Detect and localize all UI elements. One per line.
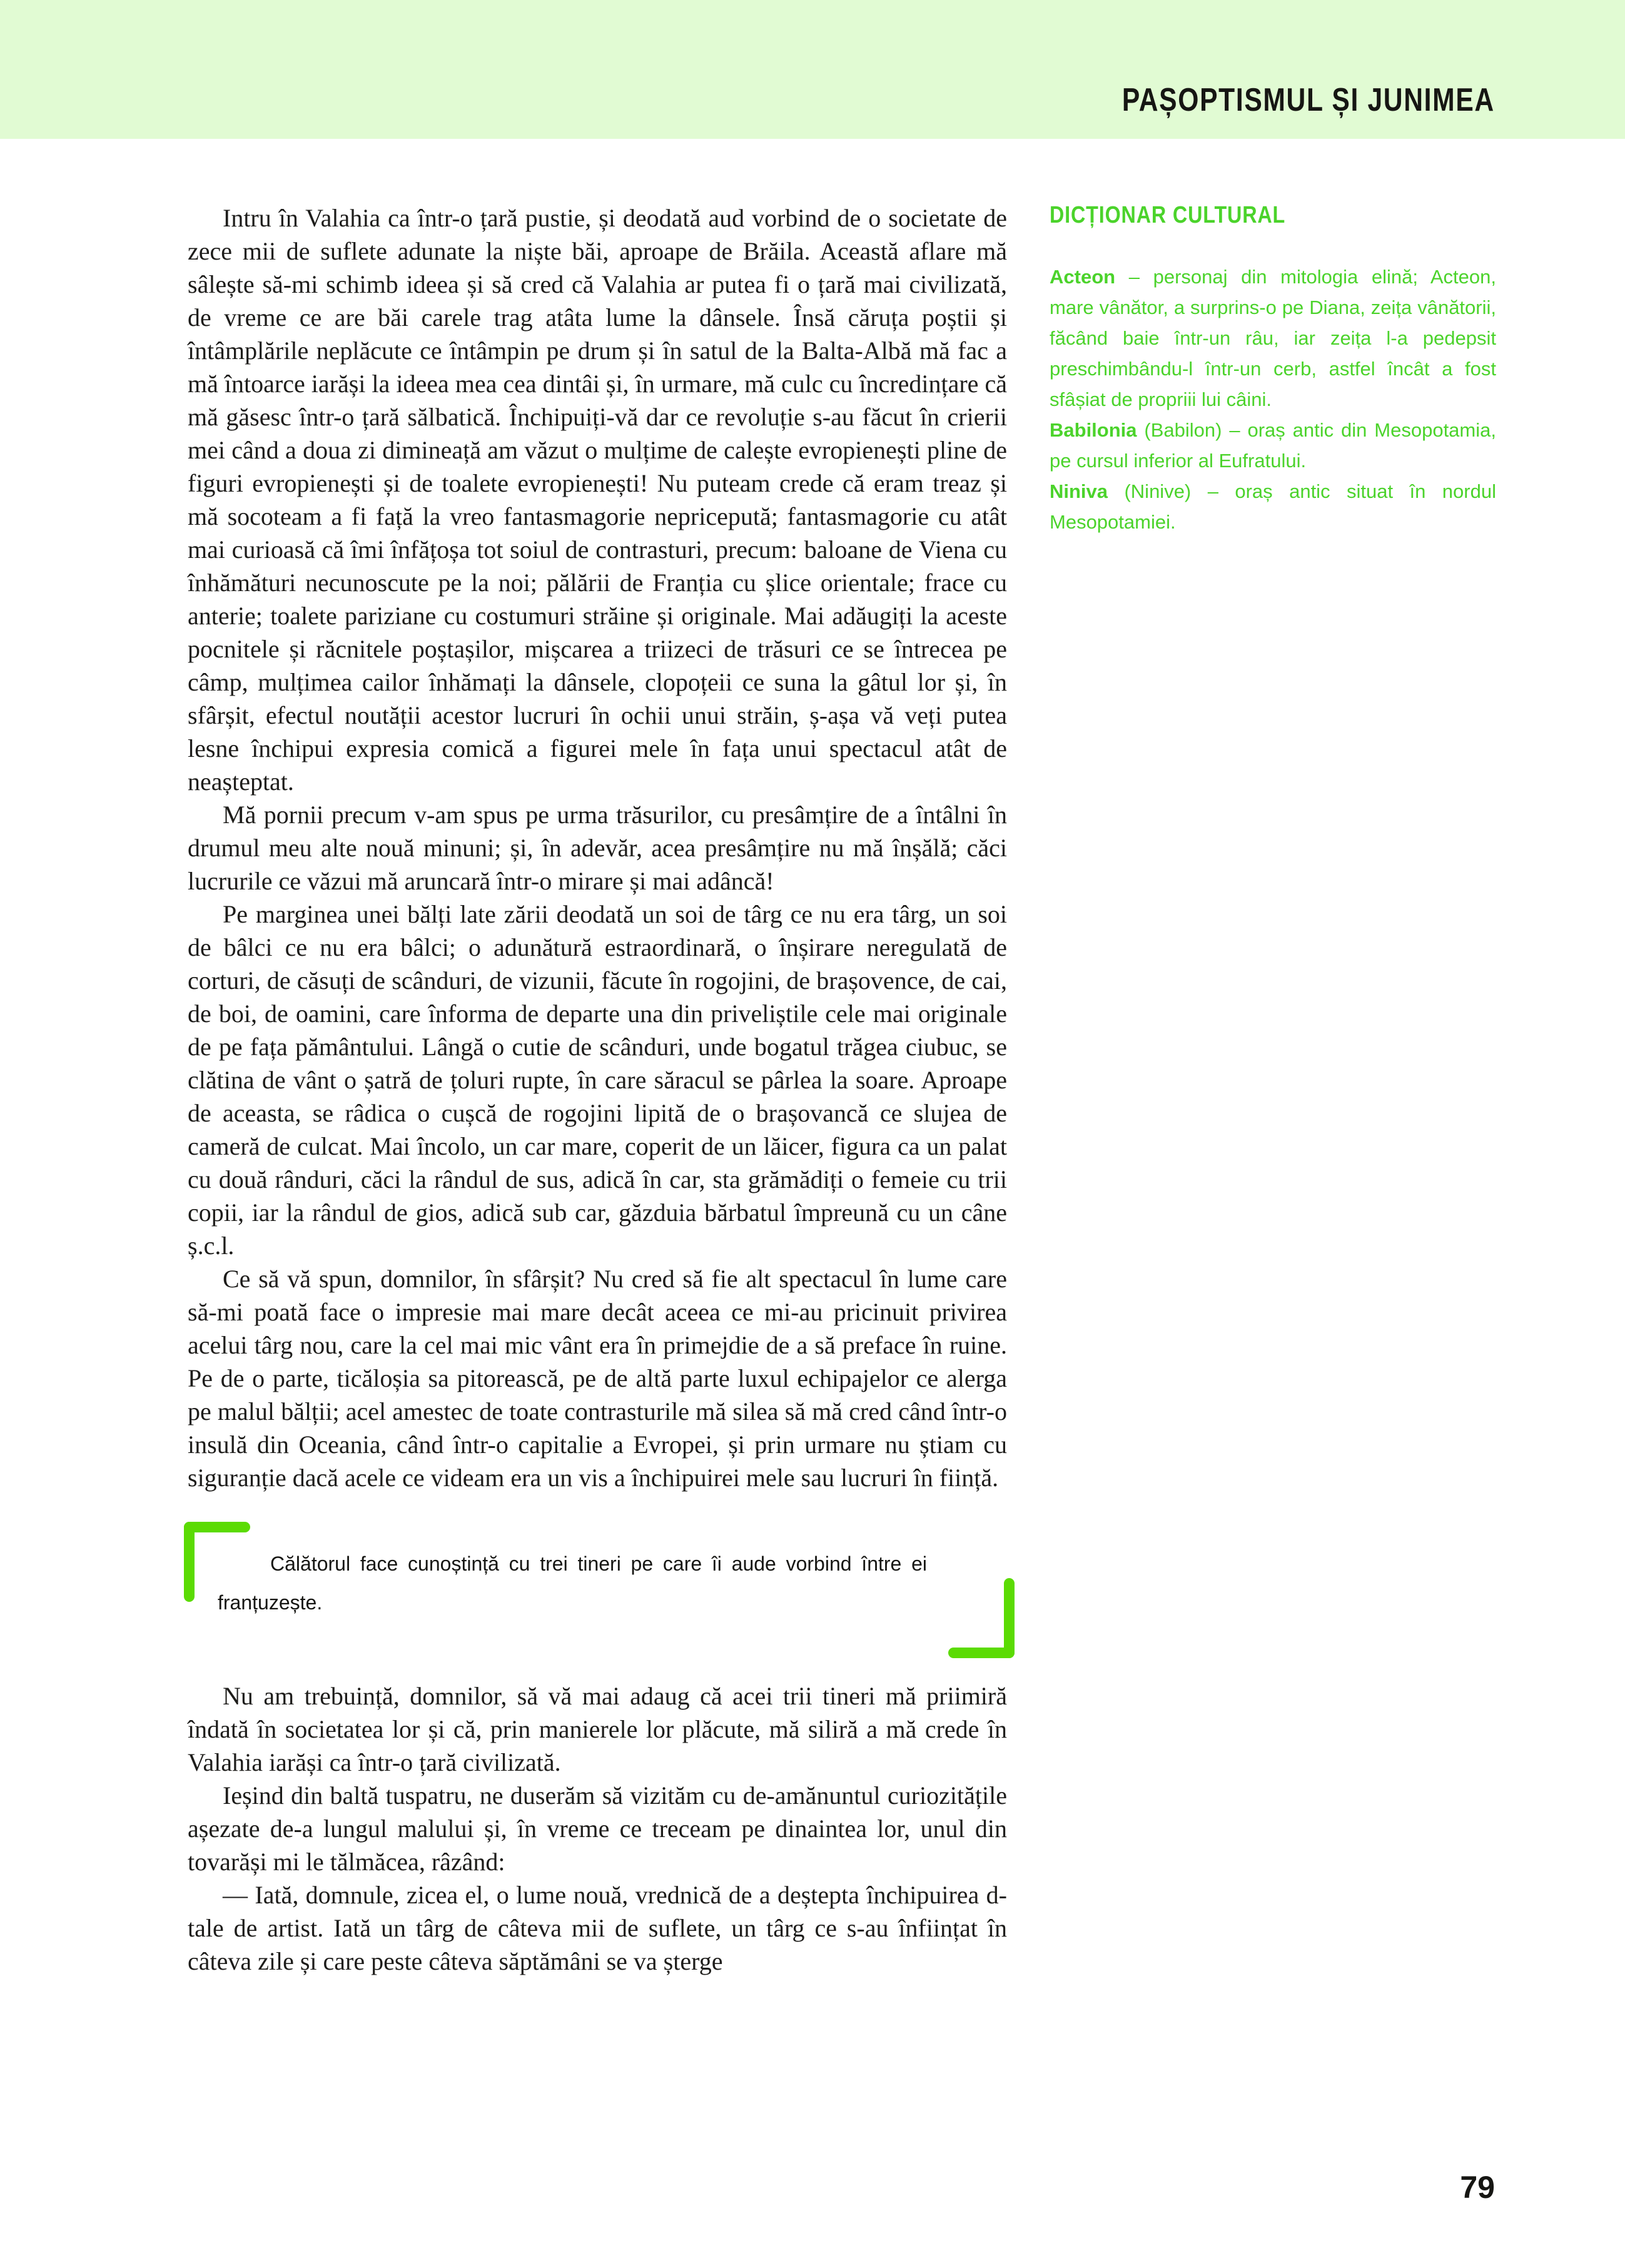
dictionary-entry — [1050, 261, 1496, 415]
body-paragraph: Intru în Valahia ca într-o țară pustie, și deodată aud vorbind de o societate de zece mii de suflete adunate la niște băi, aproape de Brăila. Această aflare mă sâlește să-mi schimb ideea și să cred că Valahia ar putea fi o țară mai civilizată, de vreme ce are băi carele trag atâta lume la dânsele. Însă căruța poștii și întâmplările neplăcute ce întâmpin pe drum și în satul de la Balta-Albă mă fac a mă întoarce iarăși la ideea mea cea dintâi și, în urmare, mă culc cu încredințare că mă găsesc într-o țară sălbatică. Închipuiți-vă dar ce revoluție s-au făcut în crierii mei când a doua zi dimineață am văzut o mulțime de calește evropienești pline de figuri evropienești și de toalete evropienești! Nu puteam crede că eram treaz și mă socoteam a fi față la vreo fantasmagorie nepricepută; fantasmagorie cu atât mai curioasă că îmi înfățoșa tot soiul de contrasturi, precum: baloane de Viena cu înhămături necunoscute pe la noi; pălării de Franția cu șlice orientale; frace cu anterie; toalete pariziane cu costumuri străine și originale. Mai adăugiți la aceste pocnitele și răcnitele poștașilor, mișcarea a triizeci de trăsuri ce se întrecea pe câmp, mulțimea cailor înhămați la dânsele, clopoțeii ce suna la gâtul lor și, în sfârșit, efectul noutății acestor lucruri în ochii unui străin, ș-așa vă veți putea lesne închipui expresia comică a figurei mele în fața unui spectacul atât de neașteptat. — [188, 204, 1007, 796]
chapter-title: PAȘOPTISMUL ȘI JUNIMEA — [1121, 82, 1495, 118]
dictionary-entry — [1050, 476, 1496, 537]
body-paragraph: Pe marginea unei bălți late zării deodată un soi de târg ce nu era târg, un soi de bâlci ce nu era bâlci; o adunătură estraordinară, o înșirare neregulată de corturi, de căsuți de scânduri, de vizunii, făcute în rogojini, de brașovence, de cai, de boi, de oamini, care înforma de departe una din priveliștile cele mai originale de pe fața pământului. Lângă o cutie de scânduri, unde bogatul trăgea ciubuc, se clătina de vânt o șatră de țoluri rupte, în care săracul se pârlea la soare. Aproape de aceasta, se râdica o cușcă de rogojini lipită de o brașovancă ce slujea de cameră de culcat. Mai încolo, un car mare, coperit de un lăicer, figura ca un palat cu două rânduri, căci la rândul de sus, adică în car, sta grămădiți o femeie cu trii copii, iar la rândul de gios, adică sub car, găzduia bărbatul împreună cu un câne ș.c.l. — [188, 900, 1007, 1260]
body-paragraph: Nu am trebuință, domnilor, să vă mai adaug că acei trii tineri mă priimiră îndată în societatea lor și că, prin manierele lor plăcute, mă siliră a mă crede în Valahia iarăși ca într-o țară civilizată. — [188, 1682, 1007, 1776]
paragraph-group-bottom — [188, 1679, 1007, 1978]
main-text-column — [188, 201, 1007, 1978]
dictionary-definition: (Babilon) – oraș antic din Mesopotamia, pe cursul inferior al Eufratului. — [1050, 419, 1496, 472]
page-number: 79 — [1460, 2170, 1495, 2205]
paragraph-group-top — [188, 201, 1007, 1494]
bracket-vertical-bar — [1004, 1578, 1015, 1658]
dictionary-entry — [1050, 415, 1496, 476]
dictionary-term: Babilonia — [1050, 419, 1137, 441]
dictionary-term: Niniva — [1050, 480, 1108, 502]
bracket-vertical-bar — [184, 1522, 195, 1602]
dictionary-definition: – personaj din mitologia elină; Acteon, mare vânător, a surprins-o pe Diana, zeița vânătorii, făcând baie într-un râu, iar zeița l-a pedepsit preschimbându-l într-un cerb, astfel încât a fost sfâșiat de propriii lui câini. — [1050, 266, 1496, 410]
cultural-dictionary — [1050, 201, 1496, 537]
body-paragraph: — Iată, domnule, zicea el, o lume nouă, vrednică de a deștepta închipuirea d-tale de artist. Iată un târg de câteva mii de suflete, un târg ce s-au înființat în câteva zile și care peste câteva săptămâni se va șterge — [188, 1881, 1007, 1975]
dictionary-entries — [1050, 261, 1496, 537]
dictionary-definition: (Ninive) – oraș antic situat în nordul Mesopotamiei. — [1050, 480, 1496, 533]
summary-callout — [188, 1522, 1007, 1658]
body-paragraph: Ieșind din baltă tuspatru, ne duserăm să vizităm cu de-amănuntul curiozitățile așezate de-a lungul malului și, în vreme ce treceam pe dinaintea lor, unul din tovarăși mi le tălmăcea, râzând: — [188, 1781, 1007, 1876]
callout-text: Călătorul face cunoștință cu trei tineri pe care îi aude vorbind între ei franțuzește. — [218, 1552, 927, 1614]
dictionary-title: DICȚIONAR CULTURAL — [1050, 202, 1286, 228]
body-paragraph: Ce să vă spun, domnilor, în sfârșit? Nu cred să fie alt spectacul în lume care să-mi poată face o impresie mai mare decât aceea ce mi-au pricinuit privirea acelui târg nou, care la cel mai mic vânt era în primejdie de a să preface în ruine. Pe de o parte, ticăloșia sa pitorească, pe de altă parte luxul echipajelor ce alerga pe malul bălții; acel amestec de toate contrasturile mă silea să mă cred când într-o insulă din Oceania, când într-o capitalie a Evropei, și prin urmare nu știam cu siguranție dacă acele ce videam era un vis a închipuirei mele sau lucruri în ființă. — [188, 1265, 1007, 1492]
quote-bracket-top-left-icon — [184, 1522, 250, 1602]
quote-bracket-bottom-right-icon — [948, 1578, 1015, 1658]
dictionary-term: Acteon — [1050, 266, 1116, 288]
body-paragraph: Mă pornii precum v-am spus pe urma trăsurilor, cu presâmțire de a întâlni în drumul meu alte nouă minuni; și, în adevăr, acea presâmțire nu mă înșălă; căci lucrurile ce văzui mă aruncară într-o mirare și mai adâncă! — [188, 801, 1007, 895]
